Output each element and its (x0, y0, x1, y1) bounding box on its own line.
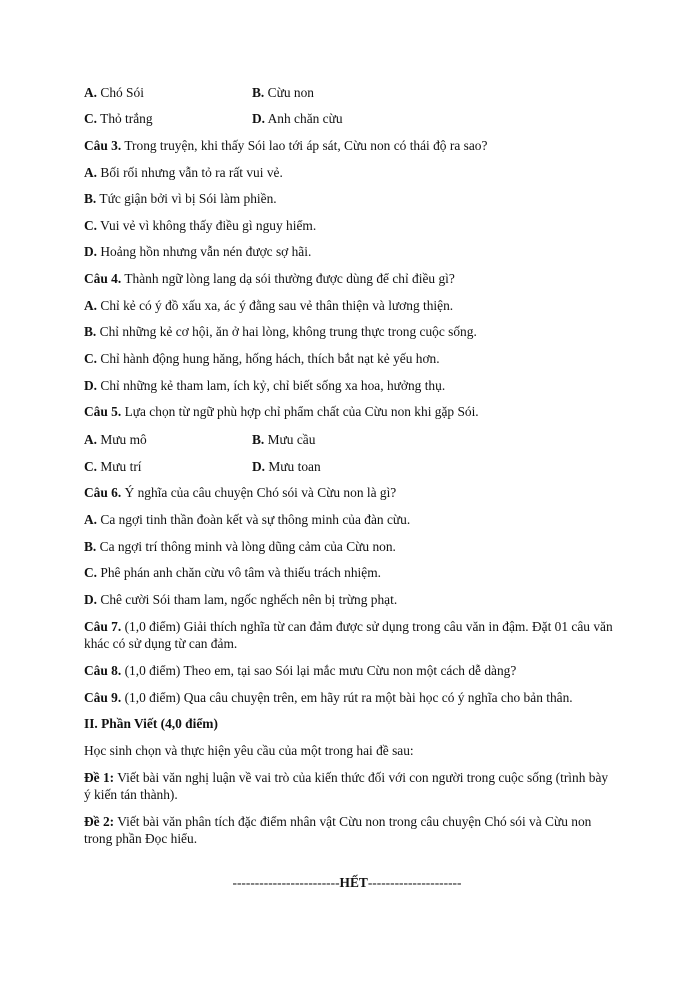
item-text: Chó Sói (100, 85, 144, 100)
item-label: A. (84, 512, 98, 527)
q5-option-c (84, 458, 142, 475)
q4-option-c (84, 350, 440, 367)
item-text: Mưu toan (268, 459, 321, 474)
q6-option-a (84, 511, 410, 528)
q3-option-a (84, 164, 283, 181)
q2-option-b (252, 84, 314, 101)
item-label: Câu 8. (84, 663, 122, 678)
item-text: Lựa chọn từ ngữ phù hợp chỉ phẩm chất của Cừu non khi gặp Sói. (124, 404, 479, 419)
item-text: Trong truyện, khi thấy Sói lao tới áp sát, Cừu non có thái độ ra sao? (124, 138, 488, 153)
q5-question (84, 403, 479, 420)
item-label: Câu 3. (84, 138, 122, 153)
item-text: Chỉ kẻ có ý đồ xấu xa, ác ý đằng sau vẻ thân thiện và lương thiện. (100, 298, 454, 313)
item-text: Viết bài văn nghị luận về vai trò của kiến thức đối với con người trong cuộc sống (trình bày ý kiến tán thành). (84, 770, 609, 802)
item-label: Đề 2: (84, 814, 115, 829)
item-text: Tức giận bởi vì bị Sói làm phiền. (99, 191, 277, 206)
item-text: Chỉ những kẻ tham lam, ích kỷ, chỉ biết sống xa hoa, hưởng thụ. (100, 378, 446, 393)
item-text: Viết bài văn phân tích đặc điểm nhân vật Cừu non trong câu chuyện Chó sói và Cừu non trong phần Đọc hiểu. (84, 814, 592, 846)
item-text: Ca ngợi tinh thần đoàn kết và sự thông minh của đàn cừu. (100, 512, 411, 527)
item-text: Ý nghĩa của câu chuyện Chó sói và Cừu non là gì? (124, 485, 397, 500)
item-label: D. (84, 378, 98, 393)
item-label: A. (84, 165, 98, 180)
q7-question (84, 618, 614, 652)
item-text: Cừu non (267, 85, 314, 100)
q3-option-b (84, 190, 277, 207)
item-label: Câu 6. (84, 485, 122, 500)
item-label: C. (84, 351, 98, 366)
q2-option-a (84, 84, 144, 101)
item-label: Câu 5. (84, 404, 122, 419)
item-label: D. (252, 111, 266, 126)
item-label: B. (84, 539, 97, 554)
item-text: Chê cười Sói tham lam, ngốc nghếch nên bị trừng phạt. (100, 592, 398, 607)
q3-question (84, 137, 487, 154)
item-text: Học sinh chọn và thực hiện yêu cầu của một trong hai đề sau: (84, 743, 414, 758)
essay-prompt-2 (84, 813, 614, 847)
item-text: Vui vẻ vì không thấy điều gì nguy hiểm. (100, 218, 317, 233)
essay-prompt-1 (84, 769, 614, 803)
q3-option-d (84, 243, 311, 260)
item-label: Câu 4. (84, 271, 122, 286)
item-text: Ca ngợi trí thông minh và lòng dũng cảm của Cừu non. (99, 539, 396, 554)
q2-option-d (252, 110, 343, 127)
item-label: Đề 1: (84, 770, 115, 785)
item-label: A. (84, 85, 98, 100)
q4-option-b (84, 323, 477, 340)
item-text: Hoảng hồn nhưng vẫn nén được sợ hãi. (100, 244, 312, 259)
item-text: HẾT (339, 875, 368, 890)
q6-option-d (84, 591, 397, 608)
item-text: --------------------- (367, 875, 462, 890)
q8-question (84, 662, 516, 679)
section-intro (84, 742, 414, 759)
item-label: D. (252, 459, 266, 474)
q5-option-a (84, 431, 147, 448)
item-text: ------------------------ (232, 875, 340, 890)
item-text: Thỏ trắng (100, 111, 153, 126)
q4-option-d (84, 377, 445, 394)
q2-option-c (84, 110, 153, 127)
q4-question (84, 270, 455, 287)
item-label: B. (252, 432, 265, 447)
q4-option-a (84, 297, 453, 314)
q6-option-c (84, 564, 381, 581)
item-label: C. (84, 218, 98, 233)
item-label: Câu 9. (84, 690, 122, 705)
q9-question (84, 689, 573, 706)
item-text: Chỉ hành động hung hăng, hống hách, thích bắt nạt kẻ yếu hơn. (100, 351, 440, 366)
item-label: B. (84, 191, 97, 206)
item-text: (1,0 điểm) Theo em, tại sao Sói lại mắc mưu Cừu non một cách dễ dàng? (124, 663, 517, 678)
item-text: Thành ngữ lòng lang dạ sói thường được dùng để chỉ điều gì? (124, 271, 455, 286)
section-heading (84, 715, 218, 732)
item-text: Chỉ những kẻ cơ hội, ăn ở hai lòng, không trung thực trong cuộc sống. (99, 324, 477, 339)
item-text: Mưu cầu (267, 432, 316, 447)
item-label: B. (252, 85, 265, 100)
item-text: Mưu trí (100, 459, 142, 474)
item-label: A. (84, 298, 98, 313)
q3-option-c (84, 217, 316, 234)
item-text: Mưu mô (100, 432, 147, 447)
item-text: (1,0 điểm) Qua câu chuyện trên, em hãy rút ra một bài học có ý nghĩa cho bản thân. (124, 690, 573, 705)
item-label: A. (84, 432, 98, 447)
item-label: B. (84, 324, 97, 339)
item-label: C. (84, 459, 98, 474)
q6-question (84, 484, 396, 501)
item-text: (1,0 điểm) Giải thích nghĩa từ can đảm được sử dụng trong câu văn in đậm. Đặt 01 câu văn khác có sử dụng từ can đảm. (84, 619, 613, 651)
item-label: C. (84, 565, 98, 580)
item-label: D. (84, 592, 98, 607)
q5-option-d (252, 458, 321, 475)
item-label: Câu 7. (84, 619, 122, 634)
end-marker (0, 874, 694, 891)
item-label: D. (84, 244, 98, 259)
item-text: II. Phần Viết (4,0 điểm) (84, 716, 218, 731)
item-text: Anh chăn cừu (267, 111, 343, 126)
q5-option-b (252, 431, 315, 448)
item-text: Bối rối nhưng vẫn tỏ ra rất vui vẻ. (100, 165, 283, 180)
item-label: C. (84, 111, 98, 126)
q6-option-b (84, 538, 396, 555)
item-text: Phê phán anh chăn cừu vô tâm và thiếu trách nhiệm. (100, 565, 381, 580)
